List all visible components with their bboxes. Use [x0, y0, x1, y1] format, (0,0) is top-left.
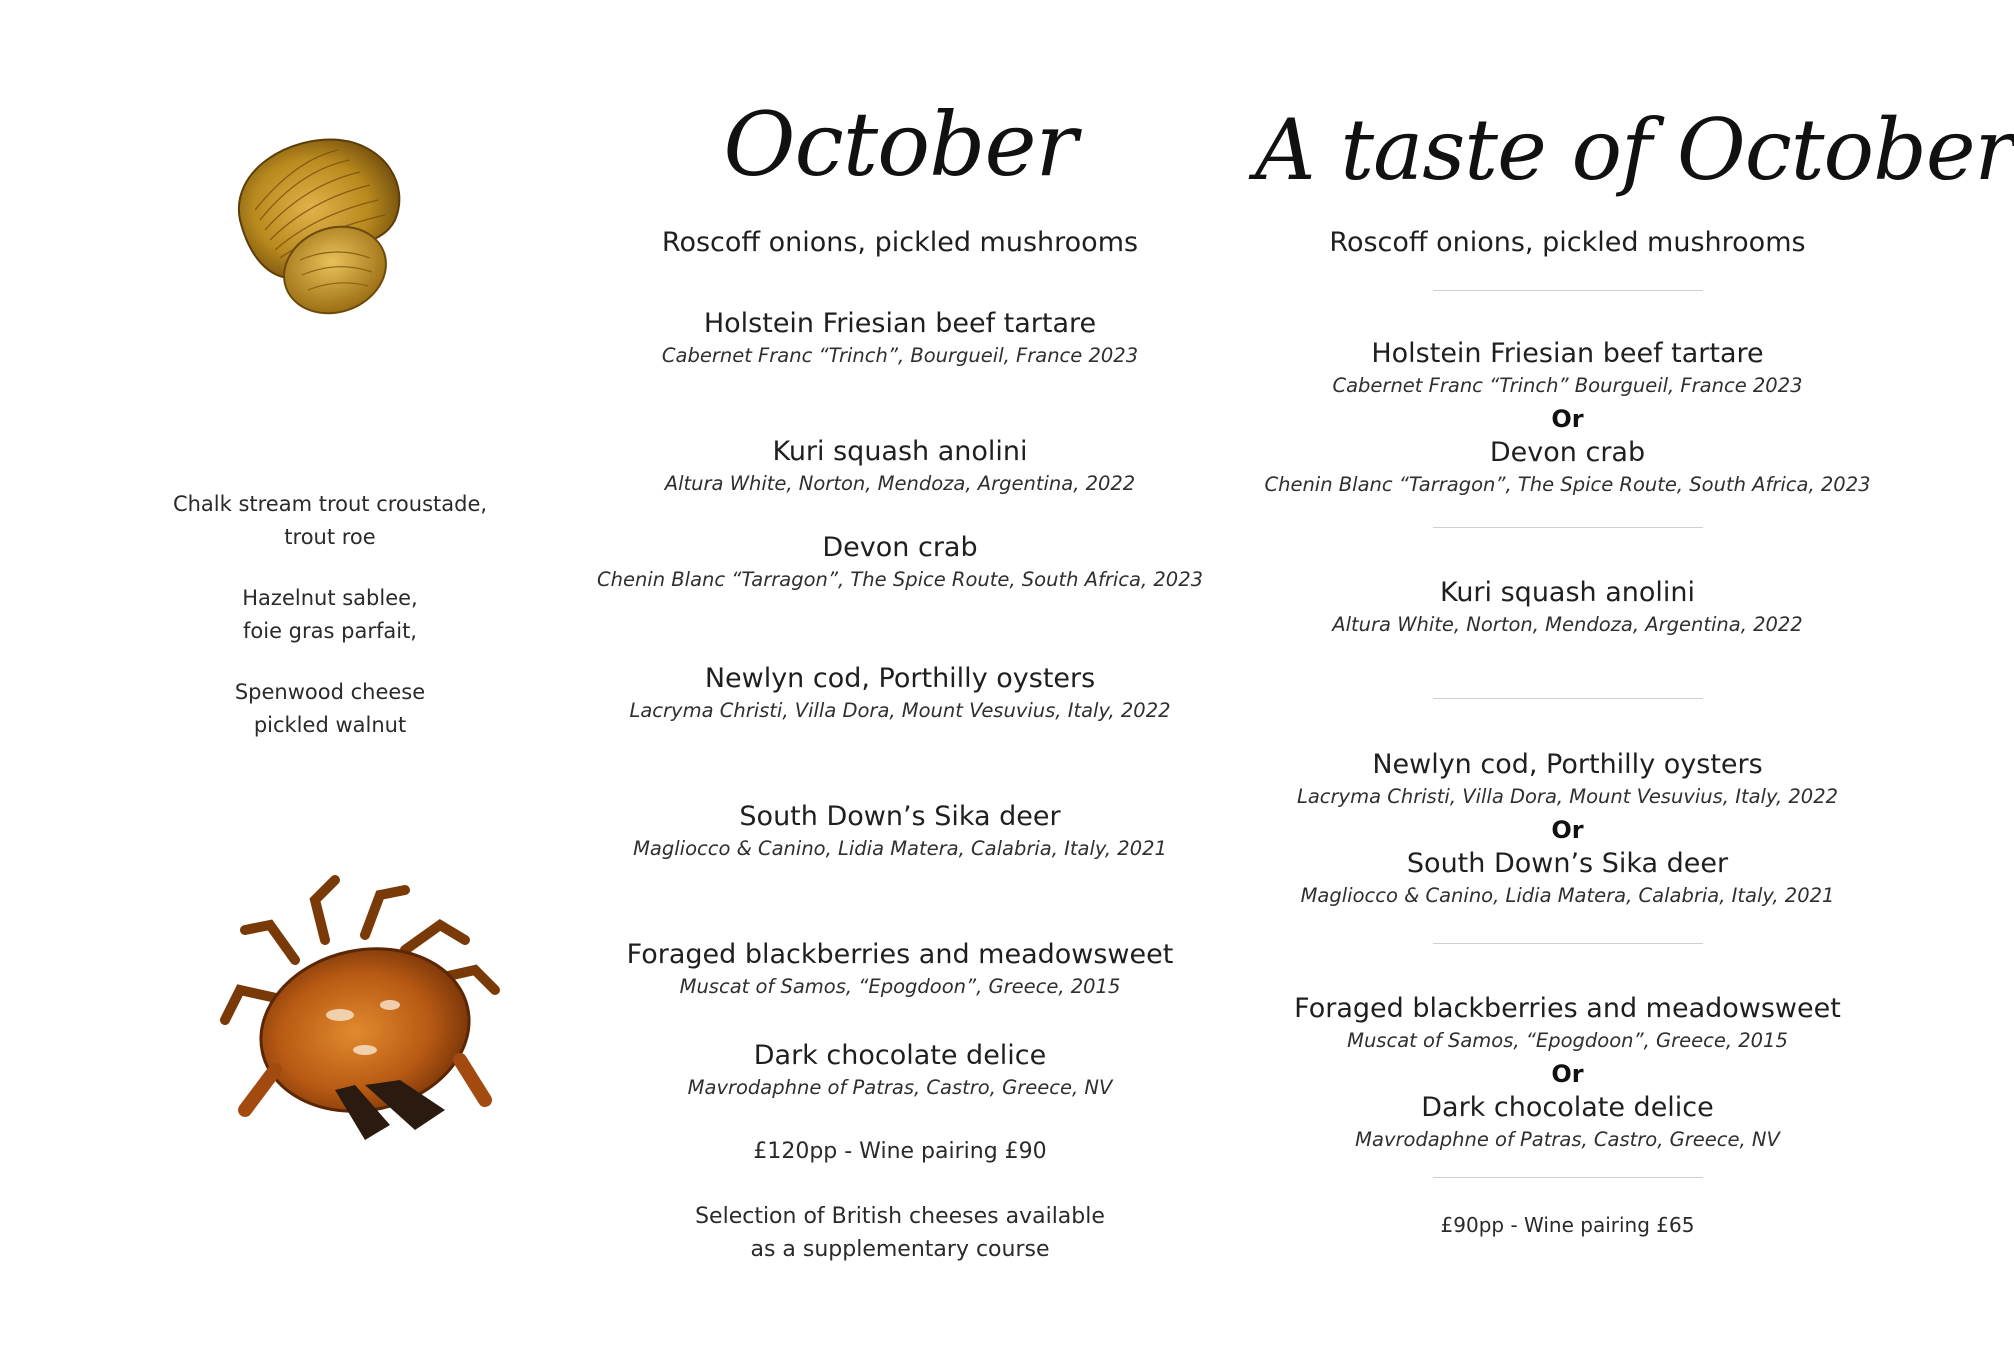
wine-blackberries: Muscat of Samos, “Epogdoon”, Greece, 2015	[679, 975, 1121, 998]
dish-blackberries: Foraged blackberries and meadowsweet	[626, 939, 1174, 970]
divider	[1433, 943, 1703, 944]
wine-tartare: Cabernet Franc “Trinch”, Bourgueil, France 2023	[661, 344, 1139, 367]
taste-wine-crab: Chenin Blanc “Tarragon”, The Spice Route, South Africa, 2023	[1264, 473, 1871, 496]
taste-wine-anolini: Altura White, Norton, Mendoza, Argentina, 2022	[1332, 613, 1803, 636]
taste-title: A taste of October	[1255, 101, 2014, 199]
taste-dish-deer: South Down’s Sika deer	[1406, 848, 1729, 879]
dish-deer: South Down’s Sika deer	[739, 801, 1061, 832]
or-label: Or	[1551, 405, 1584, 433]
dish-tartare: Holstein Friesian beef tartare	[703, 308, 1097, 339]
dish-crab: Devon crab	[822, 532, 978, 563]
menu-title: October	[723, 93, 1077, 196]
taste-dish-crab: Devon crab	[1489, 437, 1646, 468]
dish-chocolate: Dark chocolate delice	[753, 1040, 1047, 1071]
wine-deer: Magliocco & Canino, Lidia Matera, Calabria, Italy, 2021	[633, 837, 1167, 860]
taste-dish-tartare: Holstein Friesian beef tartare	[1371, 338, 1764, 369]
taste-wine-deer: Magliocco & Canino, Lidia Matera, Calabria, Italy, 2021	[1300, 884, 1835, 907]
taste-dish-cod: Newlyn cod, Porthilly oysters	[1372, 749, 1763, 780]
dish-anolini: Kuri squash anolini	[772, 436, 1028, 467]
wine-anolini: Altura White, Norton, Mendoza, Argentina, 2022	[664, 472, 1136, 495]
taste-dish-roscoff: Roscoff onions, pickled mushrooms	[1329, 227, 1806, 258]
canape-hazelnut: Hazelnut sablee, foie gras parfait,	[242, 586, 418, 643]
mushroom-illustration	[220, 130, 430, 330]
menu-price: £120pp - Wine pairing £90	[753, 1139, 1047, 1164]
wine-crab: Chenin Blanc “Tarragon”, The Spice Route, South Africa, 2023	[596, 568, 1204, 591]
divider	[1433, 1177, 1703, 1178]
cheese-note-line2: as a supplementary course	[750, 1237, 1050, 1262]
canape-trout: Chalk stream trout croustade, trout roe	[172, 492, 488, 549]
canape-list	[130, 488, 530, 770]
cheese-note-line1: Selection of British cheeses available	[695, 1204, 1105, 1229]
canape-spenwood: Spenwood cheese pickled walnut	[234, 680, 426, 737]
wine-chocolate: Mavrodaphne of Patras, Castro, Greece, NV	[687, 1076, 1113, 1099]
taste-wine-cod: Lacryma Christi, Villa Dora, Mount Vesuvius, Italy, 2022	[1296, 785, 1839, 808]
taste-dish-chocolate: Dark chocolate delice	[1421, 1092, 1714, 1123]
divider	[1433, 698, 1703, 699]
dish-roscoff: Roscoff onions, pickled mushrooms	[661, 227, 1139, 258]
wine-cod: Lacryma Christi, Villa Dora, Mount Vesuvius, Italy, 2022	[629, 699, 1171, 722]
taste-price: £90pp - Wine pairing £65	[1440, 1213, 1695, 1237]
or-label: Or	[1551, 1060, 1584, 1088]
divider	[1433, 290, 1703, 291]
divider	[1433, 527, 1703, 528]
taste-wine-chocolate: Mavrodaphne of Patras, Castro, Greece, NV	[1355, 1128, 1780, 1151]
or-label: Or	[1551, 816, 1584, 844]
taste-wine-tartare: Cabernet Franc “Trinch” Bourgueil, France 2023	[1332, 374, 1803, 397]
dish-cod: Newlyn cod, Porthilly oysters	[704, 663, 1096, 694]
taste-wine-blackberries: Muscat of Samos, “Epogdoon”, Greece, 2015	[1347, 1029, 1788, 1052]
taste-dish-anolini: Kuri squash anolini	[1439, 577, 1696, 608]
taste-dish-blackberries: Foraged blackberries and meadowsweet	[1294, 993, 1841, 1024]
crab-illustration	[215, 870, 515, 1145]
